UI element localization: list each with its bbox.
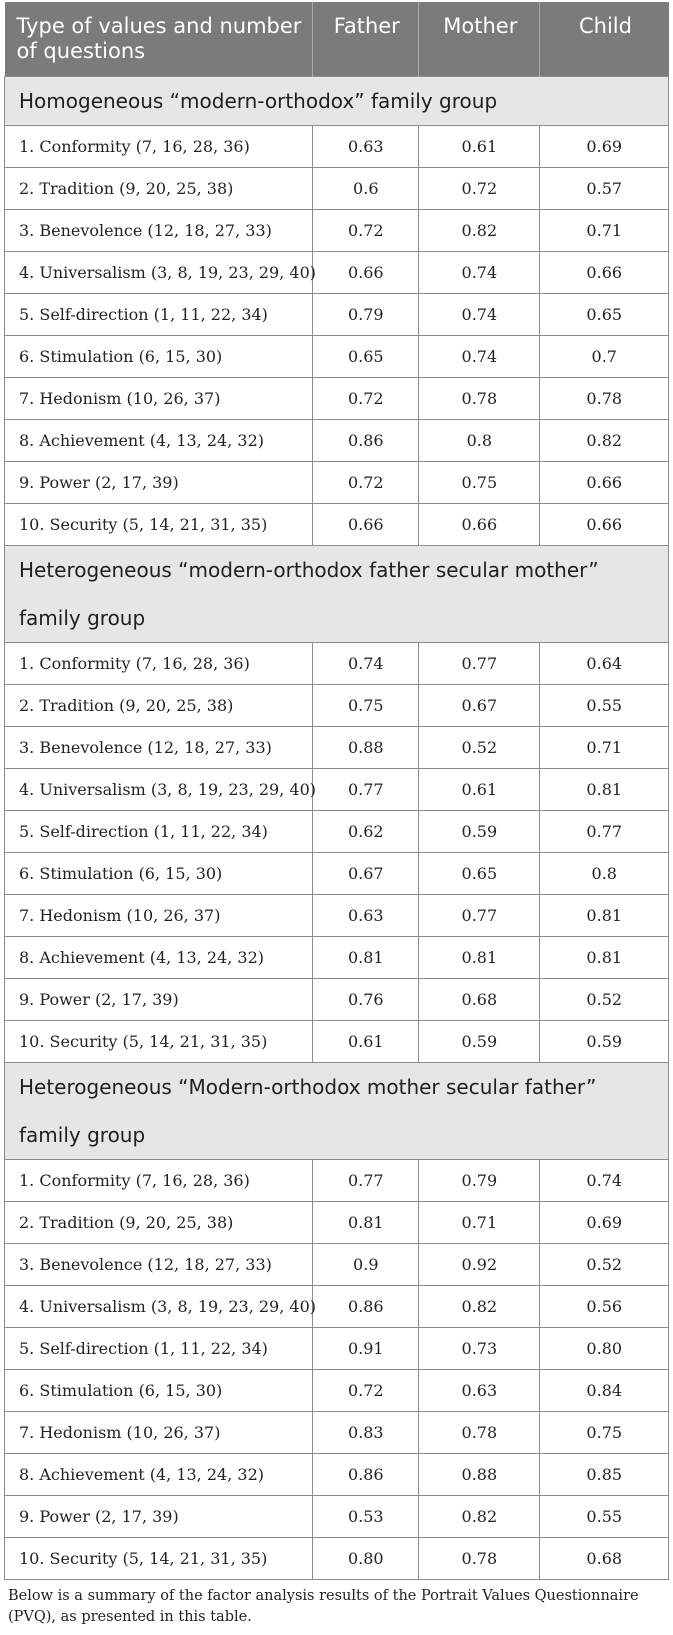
mother-cell: 0.77 xyxy=(419,643,540,685)
table-row xyxy=(5,685,669,727)
child-cell: 0.81 xyxy=(540,937,669,979)
child-cell: 0.64 xyxy=(540,643,669,685)
father-cell: 0.63 xyxy=(313,895,419,937)
child-cell: 0.77 xyxy=(540,811,669,853)
table-header xyxy=(5,2,669,77)
father-cell: 0.6 xyxy=(313,168,419,210)
header-row xyxy=(5,2,669,77)
value-type-cell: 6. Stimulation (6, 15, 30) xyxy=(5,1370,313,1412)
value-type-cell: 5. Self-direction (1, 11, 22, 34) xyxy=(5,294,313,336)
father-cell: 0.62 xyxy=(313,811,419,853)
child-cell: 0.8 xyxy=(540,853,669,895)
child-cell: 0.69 xyxy=(540,126,669,168)
father-cell: 0.79 xyxy=(313,294,419,336)
table-row xyxy=(5,853,669,895)
father-cell: 0.72 xyxy=(313,210,419,252)
child-cell: 0.52 xyxy=(540,979,669,1021)
header-type-of-values: Type of values and number of questions xyxy=(5,2,313,77)
table-body xyxy=(5,77,669,1580)
mother-cell: 0.66 xyxy=(419,504,540,546)
table-row xyxy=(5,1202,669,1244)
mother-cell: 0.61 xyxy=(419,769,540,811)
father-cell: 0.66 xyxy=(313,252,419,294)
table-row xyxy=(5,1328,669,1370)
child-cell: 0.69 xyxy=(540,1202,669,1244)
father-cell: 0.9 xyxy=(313,1244,419,1286)
child-cell: 0.71 xyxy=(540,210,669,252)
child-cell: 0.75 xyxy=(540,1412,669,1454)
table-row xyxy=(5,378,669,420)
father-cell: 0.53 xyxy=(313,1496,419,1538)
child-cell: 0.55 xyxy=(540,1496,669,1538)
father-cell: 0.72 xyxy=(313,1370,419,1412)
value-type-cell: 10. Security (5, 14, 21, 31, 35) xyxy=(5,1021,313,1063)
father-cell: 0.80 xyxy=(313,1538,419,1580)
child-cell: 0.66 xyxy=(540,462,669,504)
table-row xyxy=(5,1538,669,1580)
father-cell: 0.83 xyxy=(313,1412,419,1454)
mother-cell: 0.82 xyxy=(419,1286,540,1328)
value-type-cell: 5. Self-direction (1, 11, 22, 34) xyxy=(5,811,313,853)
table-row xyxy=(5,937,669,979)
mother-cell: 0.68 xyxy=(419,979,540,1021)
value-type-cell: 7. Hedonism (10, 26, 37) xyxy=(5,1412,313,1454)
group-header-row xyxy=(5,1063,669,1160)
table-row xyxy=(5,252,669,294)
table-row xyxy=(5,168,669,210)
table-row xyxy=(5,420,669,462)
mother-cell: 0.59 xyxy=(419,1021,540,1063)
father-cell: 0.86 xyxy=(313,1454,419,1496)
value-type-cell: 7. Hedonism (10, 26, 37) xyxy=(5,895,313,937)
mother-cell: 0.74 xyxy=(419,336,540,378)
table-row xyxy=(5,895,669,937)
mother-cell: 0.77 xyxy=(419,895,540,937)
value-type-cell: 2. Tradition (9, 20, 25, 38) xyxy=(5,1202,313,1244)
mother-cell: 0.78 xyxy=(419,378,540,420)
value-type-cell: 4. Universalism (3, 8, 19, 23, 29, 40) xyxy=(5,252,313,294)
father-cell: 0.74 xyxy=(313,643,419,685)
table-row xyxy=(5,769,669,811)
child-cell: 0.56 xyxy=(540,1286,669,1328)
father-cell: 0.61 xyxy=(313,1021,419,1063)
mother-cell: 0.73 xyxy=(419,1328,540,1370)
table-row xyxy=(5,811,669,853)
father-cell: 0.81 xyxy=(313,1202,419,1244)
group-title: Heterogeneous “Modern-orthodox mother secular father” family group xyxy=(5,1063,669,1160)
child-cell: 0.85 xyxy=(540,1454,669,1496)
mother-cell: 0.72 xyxy=(419,168,540,210)
mother-cell: 0.74 xyxy=(419,252,540,294)
child-cell: 0.57 xyxy=(540,168,669,210)
table-row xyxy=(5,462,669,504)
table-row xyxy=(5,126,669,168)
mother-cell: 0.52 xyxy=(419,727,540,769)
table-row xyxy=(5,1370,669,1412)
value-type-cell: 8. Achievement (4, 13, 24, 32) xyxy=(5,420,313,462)
child-cell: 0.7 xyxy=(540,336,669,378)
father-cell: 0.72 xyxy=(313,462,419,504)
mother-cell: 0.75 xyxy=(419,462,540,504)
table-row xyxy=(5,643,669,685)
father-cell: 0.72 xyxy=(313,378,419,420)
child-cell: 0.65 xyxy=(540,294,669,336)
father-cell: 0.77 xyxy=(313,1160,419,1202)
child-cell: 0.80 xyxy=(540,1328,669,1370)
value-type-cell: 4. Universalism (3, 8, 19, 23, 29, 40) xyxy=(5,1286,313,1328)
child-cell: 0.55 xyxy=(540,685,669,727)
value-type-cell: 1. Conformity (7, 16, 28, 36) xyxy=(5,1160,313,1202)
value-type-cell: 6. Stimulation (6, 15, 30) xyxy=(5,853,313,895)
father-cell: 0.86 xyxy=(313,420,419,462)
father-cell: 0.66 xyxy=(313,504,419,546)
father-cell: 0.76 xyxy=(313,979,419,1021)
father-cell: 0.86 xyxy=(313,1286,419,1328)
group-header-row xyxy=(5,546,669,643)
father-cell: 0.65 xyxy=(313,336,419,378)
child-cell: 0.82 xyxy=(540,420,669,462)
table-row xyxy=(5,1496,669,1538)
value-type-cell: 3. Benevolence (12, 18, 27, 33) xyxy=(5,1244,313,1286)
value-type-cell: 10. Security (5, 14, 21, 31, 35) xyxy=(5,504,313,546)
table-row xyxy=(5,336,669,378)
child-cell: 0.59 xyxy=(540,1021,669,1063)
mother-cell: 0.79 xyxy=(419,1160,540,1202)
table-row xyxy=(5,727,669,769)
value-type-cell: 9. Power (2, 17, 39) xyxy=(5,462,313,504)
mother-cell: 0.78 xyxy=(419,1538,540,1580)
value-type-cell: 3. Benevolence (12, 18, 27, 33) xyxy=(5,727,313,769)
value-type-cell: 8. Achievement (4, 13, 24, 32) xyxy=(5,937,313,979)
table-row xyxy=(5,979,669,1021)
table-row xyxy=(5,210,669,252)
table-row xyxy=(5,1412,669,1454)
mother-cell: 0.82 xyxy=(419,1496,540,1538)
child-cell: 0.81 xyxy=(540,895,669,937)
value-type-cell: 2. Tradition (9, 20, 25, 38) xyxy=(5,168,313,210)
value-type-cell: 9. Power (2, 17, 39) xyxy=(5,1496,313,1538)
table-row xyxy=(5,1021,669,1063)
mother-cell: 0.82 xyxy=(419,210,540,252)
table-row xyxy=(5,1244,669,1286)
header-father: Father xyxy=(313,2,419,77)
father-cell: 0.88 xyxy=(313,727,419,769)
mother-cell: 0.92 xyxy=(419,1244,540,1286)
father-cell: 0.75 xyxy=(313,685,419,727)
mother-cell: 0.81 xyxy=(419,937,540,979)
child-cell: 0.52 xyxy=(540,1244,669,1286)
table-row xyxy=(5,294,669,336)
table-footnote: Below is a summary of the factor analysis results of the Portrait Values Questionnaire (PVQ), as presented in this table. xyxy=(8,1588,639,1625)
value-type-cell: 1. Conformity (7, 16, 28, 36) xyxy=(5,643,313,685)
value-type-cell: 7. Hedonism (10, 26, 37) xyxy=(5,378,313,420)
value-type-cell: 5. Self-direction (1, 11, 22, 34) xyxy=(5,1328,313,1370)
father-cell: 0.67 xyxy=(313,853,419,895)
table-row xyxy=(5,1286,669,1328)
value-type-cell: 9. Power (2, 17, 39) xyxy=(5,979,313,1021)
mother-cell: 0.63 xyxy=(419,1370,540,1412)
group-title: Heterogeneous “modern-orthodox father secular mother” family group xyxy=(5,546,669,643)
pvq-factor-table xyxy=(4,2,669,1580)
table-row xyxy=(5,504,669,546)
child-cell: 0.66 xyxy=(540,504,669,546)
header-mother: Mother xyxy=(419,2,540,77)
mother-cell: 0.71 xyxy=(419,1202,540,1244)
group-header-row xyxy=(5,77,669,126)
mother-cell: 0.61 xyxy=(419,126,540,168)
child-cell: 0.81 xyxy=(540,769,669,811)
value-type-cell: 4. Universalism (3, 8, 19, 23, 29, 40) xyxy=(5,769,313,811)
mother-cell: 0.78 xyxy=(419,1412,540,1454)
child-cell: 0.68 xyxy=(540,1538,669,1580)
value-type-cell: 10. Security (5, 14, 21, 31, 35) xyxy=(5,1538,313,1580)
father-cell: 0.63 xyxy=(313,126,419,168)
value-type-cell: 2. Tradition (9, 20, 25, 38) xyxy=(5,685,313,727)
child-cell: 0.78 xyxy=(540,378,669,420)
mother-cell: 0.74 xyxy=(419,294,540,336)
value-type-cell: 1. Conformity (7, 16, 28, 36) xyxy=(5,126,313,168)
child-cell: 0.71 xyxy=(540,727,669,769)
child-cell: 0.84 xyxy=(540,1370,669,1412)
value-type-cell: 3. Benevolence (12, 18, 27, 33) xyxy=(5,210,313,252)
father-cell: 0.91 xyxy=(313,1328,419,1370)
father-cell: 0.77 xyxy=(313,769,419,811)
mother-cell: 0.65 xyxy=(419,853,540,895)
mother-cell: 0.59 xyxy=(419,811,540,853)
header-child: Child xyxy=(540,2,669,77)
father-cell: 0.81 xyxy=(313,937,419,979)
mother-cell: 0.8 xyxy=(419,420,540,462)
mother-cell: 0.88 xyxy=(419,1454,540,1496)
group-title: Homogeneous “modern-orthodox” family group xyxy=(5,77,669,126)
value-type-cell: 6. Stimulation (6, 15, 30) xyxy=(5,336,313,378)
table-row xyxy=(5,1454,669,1496)
mother-cell: 0.67 xyxy=(419,685,540,727)
child-cell: 0.66 xyxy=(540,252,669,294)
table-row xyxy=(5,1160,669,1202)
child-cell: 0.74 xyxy=(540,1160,669,1202)
value-type-cell: 8. Achievement (4, 13, 24, 32) xyxy=(5,1454,313,1496)
